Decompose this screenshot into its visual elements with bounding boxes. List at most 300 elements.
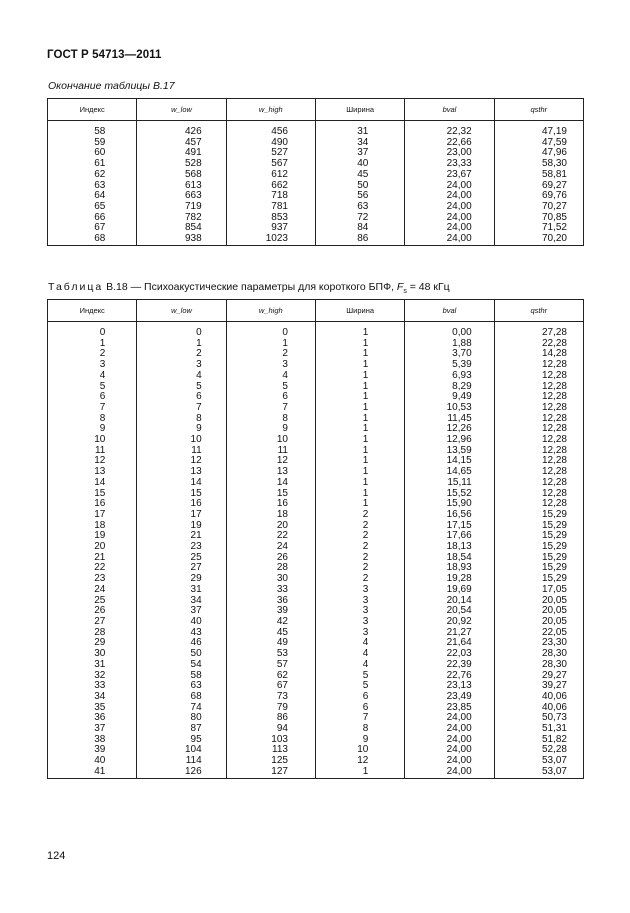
table-cell: 28 [226,563,315,574]
column-header-w-low: w_low [137,99,226,121]
table-cell: 1 [315,767,404,778]
table-cell: 65 [48,202,137,213]
table-cell: 69,76 [494,191,583,202]
table-row [48,360,584,371]
table-cell: 84 [315,223,404,234]
table-cell: 1 [315,414,404,425]
table-cell: 23,00 [405,148,494,159]
table-cell: 40 [315,159,404,170]
table-cell: 86 [315,234,404,245]
table-cell: 4 [315,660,404,671]
table-cell: 50 [315,181,404,192]
table-cell: 104 [137,745,226,756]
table-cell: 12,28 [494,446,583,457]
document-header: ГОСТ Р 54713—2011 [47,49,162,61]
table-cell: 6 [137,392,226,403]
table-cell: 31 [48,660,137,671]
table-cell: 14,28 [494,349,583,360]
table-cell: 22,32 [405,121,494,138]
table-row [48,531,584,542]
table-cell: 17 [137,510,226,521]
table-cell: 4 [226,371,315,382]
table-row [48,478,584,489]
table-cell: 0 [48,322,137,339]
table-cell: 23 [48,574,137,585]
table-cell: 12,28 [494,435,583,446]
table-cell: 2 [315,553,404,564]
table-cell: 20 [48,542,137,553]
table-cell: 73 [226,692,315,703]
table-row [48,499,584,510]
table-row [48,191,584,202]
table-cell: 40,06 [494,703,583,714]
table-cell: 6 [226,392,315,403]
table-cell: 16 [226,499,315,510]
table-cell: 59 [48,138,137,149]
table-cell: 2 [315,542,404,553]
table-cell: 7 [48,403,137,414]
table-cell: 32 [48,671,137,682]
table-row [48,435,584,446]
table-cell: 126 [137,767,226,778]
table-row [48,553,584,564]
table-cell: 20 [226,521,315,532]
table-cell: 3 [315,617,404,628]
table-cell: 8,29 [405,382,494,393]
table-cell: 7 [226,403,315,414]
table-cell: 17,66 [405,531,494,542]
table-cell: 22,39 [405,660,494,671]
table-cell: 31 [137,585,226,596]
table-cell: 937 [226,223,315,234]
table-cell: 24,00 [405,767,494,778]
table-cell: 58,81 [494,170,583,181]
table-cell: 62 [48,170,137,181]
table-row [48,489,584,500]
table-cell: 28,30 [494,649,583,660]
table-cell: 11 [226,446,315,457]
table-row [48,756,584,767]
table-cell: 47,96 [494,148,583,159]
table-cell: 18 [226,510,315,521]
table-row [48,563,584,574]
table-cell: 5 [137,382,226,393]
table-cell: 23,85 [405,703,494,714]
table-cell: 782 [137,213,226,224]
table-cell: 6,93 [405,371,494,382]
table-row [48,382,584,393]
table-cell: 663 [137,191,226,202]
table-cell: 68 [137,692,226,703]
table-cell: 9 [48,424,137,435]
table-18-caption-prefix: Таблица [48,281,104,293]
table-cell: 3 [315,606,404,617]
table-cell: 12,28 [494,489,583,500]
table-cell: 20,92 [405,617,494,628]
table-cell: 4 [137,371,226,382]
table-cell: 20,05 [494,617,583,628]
table-cell: 12,28 [494,360,583,371]
table-row [48,121,584,138]
table-cell: 34 [137,596,226,607]
table-cell: 719 [137,202,226,213]
table-cell: 27 [137,563,226,574]
table-cell: 58 [137,671,226,682]
table-cell: 11 [48,446,137,457]
table-row [48,713,584,724]
table-cell: 2 [315,510,404,521]
table-18-caption-main: В.18 — Психоакустические параметры для короткого БПФ, [106,281,397,293]
table-cell: 125 [226,756,315,767]
table-row [48,371,584,382]
table-cell: 12,28 [494,478,583,489]
table-row [48,456,584,467]
table-row [48,735,584,746]
table-cell: 12,26 [405,424,494,435]
table-cell: 18,93 [405,563,494,574]
table-cell: 39,27 [494,681,583,692]
table-cell: 491 [137,148,226,159]
table-cell: 23,67 [405,170,494,181]
table-row [48,159,584,170]
table-row [48,213,584,224]
table-17-header-row [48,99,584,121]
table-cell: 2 [48,349,137,360]
table-cell: 49 [226,638,315,649]
table-row [48,574,584,585]
table-cell: 28 [48,628,137,639]
table-cell: 2 [315,563,404,574]
table-cell: 24,00 [405,735,494,746]
table-cell: 1 [315,467,404,478]
table-cell: 23,13 [405,681,494,692]
table-cell: 16 [137,499,226,510]
table-cell: 38 [48,735,137,746]
table-cell: 12 [48,456,137,467]
table-cell: 5 [226,382,315,393]
table-cell: 4 [315,649,404,660]
table-cell: 0 [226,322,315,339]
table-cell: 33 [226,585,315,596]
table-row [48,660,584,671]
table-cell: 24,00 [405,223,494,234]
table-cell: 5 [48,382,137,393]
table-17-caption: Окончание таблицы В.17 [48,80,175,92]
column-header-width: Ширина [315,99,404,121]
table-cell: 70,27 [494,202,583,213]
table-18-caption-sub: s [403,288,407,296]
table-row [48,703,584,714]
table-row [48,671,584,682]
table-row [48,446,584,457]
table-cell: 23 [137,542,226,553]
table-cell: 40 [137,617,226,628]
table-cell: 70,85 [494,213,583,224]
table-cell: 12,28 [494,392,583,403]
table-cell: 62 [226,671,315,682]
table-cell: 20,05 [494,606,583,617]
table-cell: 1 [315,360,404,371]
table-row [48,138,584,149]
table-cell: 127 [226,767,315,778]
table-cell: 2 [315,531,404,542]
table-cell: 16 [48,499,137,510]
table-cell: 45 [226,628,315,639]
table-cell: 2 [226,349,315,360]
table-cell: 3 [315,596,404,607]
table-cell: 72 [315,213,404,224]
table-cell: 47,59 [494,138,583,149]
table-cell: 2 [315,574,404,585]
table-cell: 69,27 [494,181,583,192]
table-cell: 1 [226,339,315,350]
table-row [48,542,584,553]
table-cell: 29 [48,638,137,649]
table-cell: 67 [48,223,137,234]
table-cell: 781 [226,202,315,213]
table-cell: 1 [315,392,404,403]
table-cell: 853 [226,213,315,224]
table-cell: 5 [315,681,404,692]
table-row [48,403,584,414]
table-cell: 37 [48,724,137,735]
table-cell: 718 [226,191,315,202]
table-cell: 74 [137,703,226,714]
table-cell: 9 [315,735,404,746]
table-cell: 52,28 [494,745,583,756]
table-cell: 938 [137,234,226,245]
table-cell: 1 [315,382,404,393]
table-row [48,392,584,403]
table-cell: 42 [226,617,315,628]
table-cell: 1 [315,446,404,457]
table-cell: 50 [137,649,226,660]
table-cell: 14 [48,478,137,489]
table-cell: 1 [137,339,226,350]
column-header-w-low: w_low [137,300,226,322]
table-cell: 490 [226,138,315,149]
table-cell: 21,64 [405,638,494,649]
table-18-caption [48,281,450,295]
table-cell: 1,88 [405,339,494,350]
column-header-index: Индекс [48,300,137,322]
table-cell: 2 [315,521,404,532]
table-cell: 23,33 [405,159,494,170]
table-cell: 17 [48,510,137,521]
table-cell: 61 [48,159,137,170]
table-cell: 24,00 [405,234,494,245]
table-cell: 7 [137,403,226,414]
column-header-width: Ширина [315,300,404,322]
table-cell: 24,00 [405,745,494,756]
table-cell: 10 [137,435,226,446]
table-cell: 8 [315,724,404,735]
table-cell: 67 [226,681,315,692]
table-cell: 43 [137,628,226,639]
table-row [48,414,584,425]
table-cell: 24,00 [405,213,494,224]
table-cell: 24 [48,585,137,596]
column-header-index: Индекс [48,99,137,121]
table-row [48,181,584,192]
table-cell: 24,00 [405,713,494,724]
table-cell: 19,28 [405,574,494,585]
table-cell: 63 [48,181,137,192]
table-cell: 66 [48,213,137,224]
table-cell: 36 [226,596,315,607]
table-cell: 12 [137,456,226,467]
table-cell: 1023 [226,234,315,245]
table-cell: 12 [226,456,315,467]
table-cell: 22,03 [405,649,494,660]
table-cell: 31 [315,121,404,138]
table-cell: 15,29 [494,521,583,532]
column-header-bval: bval [405,300,494,322]
table-cell: 3,70 [405,349,494,360]
table-cell: 6 [315,703,404,714]
table-17 [47,98,584,246]
table-cell: 14,65 [405,467,494,478]
table-cell: 24,00 [405,191,494,202]
table-cell: 12,28 [494,456,583,467]
table-cell: 3 [137,360,226,371]
table-cell: 1 [315,489,404,500]
table-cell: 527 [226,148,315,159]
table-cell: 80 [137,713,226,724]
table-cell: 8 [137,414,226,425]
table-cell: 567 [226,159,315,170]
table-cell: 12,28 [494,382,583,393]
table-row [48,202,584,213]
table-cell: 103 [226,735,315,746]
table-cell: 6 [48,392,137,403]
table-cell: 19,69 [405,585,494,596]
table-cell: 23,30 [494,638,583,649]
table-cell: 79 [226,703,315,714]
table-cell: 22 [226,531,315,542]
table-cell: 5,39 [405,360,494,371]
table-cell: 24,00 [405,181,494,192]
table-cell: 3 [226,360,315,371]
table-cell: 53,07 [494,756,583,767]
table-cell: 64 [48,191,137,202]
table-cell: 568 [137,170,226,181]
table-row [48,692,584,703]
table-cell: 20,54 [405,606,494,617]
table-row [48,223,584,234]
table-row [48,234,584,245]
table-cell: 25 [137,553,226,564]
table-row [48,649,584,660]
table-cell: 30 [48,649,137,660]
table-cell: 51,82 [494,735,583,746]
table-cell: 1 [315,339,404,350]
table-cell: 15,29 [494,553,583,564]
table-cell: 9 [226,424,315,435]
table-cell: 58,30 [494,159,583,170]
table-cell: 63 [137,681,226,692]
table-cell: 86 [226,713,315,724]
table-cell: 0 [137,322,226,339]
table-cell: 10 [315,745,404,756]
table-cell: 1 [315,403,404,414]
table-cell: 3 [48,360,137,371]
table-cell: 3 [315,585,404,596]
table-row [48,628,584,639]
table-cell: 17,15 [405,521,494,532]
table-cell: 12,28 [494,403,583,414]
column-header-w-high: w_high [226,300,315,322]
table-cell: 33 [48,681,137,692]
table-cell: 1 [315,435,404,446]
table-18-caption-var: F [396,281,404,293]
table-cell: 15,29 [494,531,583,542]
table-cell: 18 [48,521,137,532]
table-cell: 13 [137,467,226,478]
table-cell: 528 [137,159,226,170]
table-cell: 51,31 [494,724,583,735]
table-cell: 10 [48,435,137,446]
table-cell: 63 [315,202,404,213]
table-cell: 39 [226,606,315,617]
table-cell: 662 [226,181,315,192]
table-cell: 29,27 [494,671,583,682]
table-cell: 11 [137,446,226,457]
table-cell: 21 [137,531,226,542]
table-row [48,606,584,617]
table-cell: 426 [137,121,226,138]
table-row [48,638,584,649]
table-row [48,585,584,596]
table-cell: 15,29 [494,563,583,574]
table-cell: 70,20 [494,234,583,245]
table-cell: 22,05 [494,628,583,639]
table-row [48,349,584,360]
table-cell: 612 [226,170,315,181]
table-cell: 8 [226,414,315,425]
table-cell: 7 [315,713,404,724]
column-header-bval: bval [405,99,494,121]
table-cell: 37 [315,148,404,159]
table-cell: 12,28 [494,499,583,510]
table-cell: 1 [315,478,404,489]
table-cell: 457 [137,138,226,149]
table-cell: 53 [226,649,315,660]
table-cell: 39 [48,745,137,756]
table-cell: 15,52 [405,489,494,500]
table-cell: 18,13 [405,542,494,553]
table-cell: 114 [137,756,226,767]
table-cell: 4 [48,371,137,382]
table-cell: 28,30 [494,660,583,671]
table-cell: 15,29 [494,574,583,585]
table-cell: 6 [315,692,404,703]
table-cell: 1 [315,456,404,467]
table-row [48,617,584,628]
table-cell: 22,66 [405,138,494,149]
table-cell: 47,19 [494,121,583,138]
table-cell: 16,56 [405,510,494,521]
table-cell: 0,00 [405,322,494,339]
page-number: 124 [47,850,66,862]
table-row [48,510,584,521]
table-cell: 24 [226,542,315,553]
table-cell: 34 [48,692,137,703]
table-cell: 12 [315,756,404,767]
table-cell: 9 [137,424,226,435]
table-cell: 27 [48,617,137,628]
table-row [48,170,584,181]
